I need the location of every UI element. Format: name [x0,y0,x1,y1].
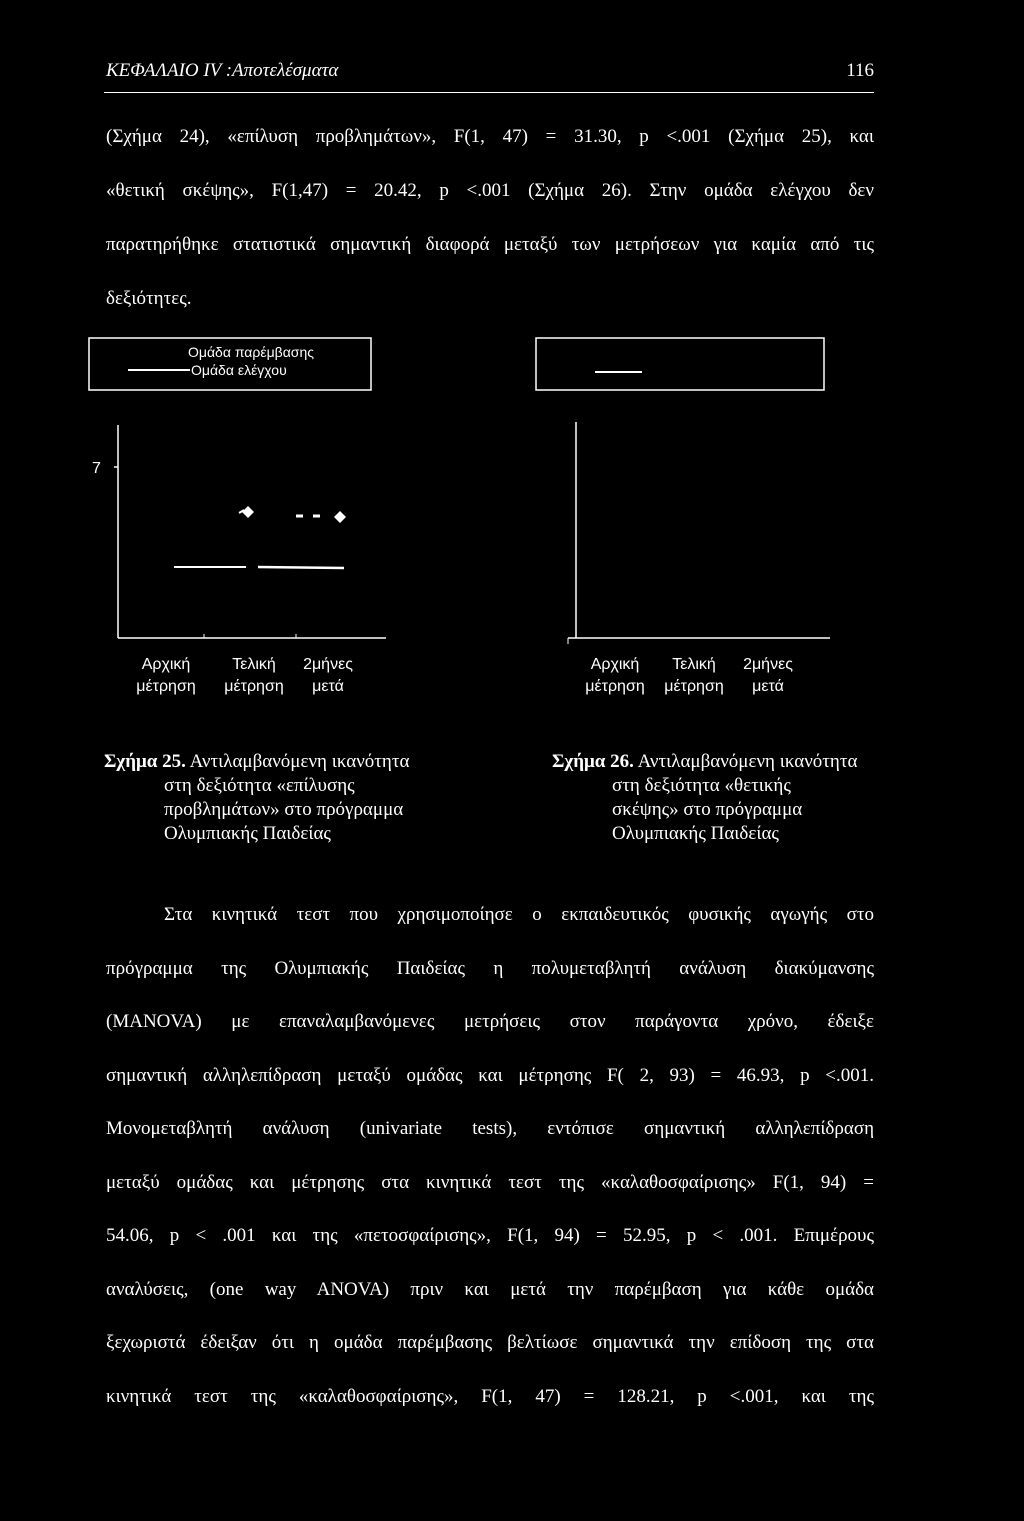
intro-paragraph [106,110,874,326]
legend-box [536,338,824,390]
intro-line: παρατηρήθηκε στατιστικά σημαντική διαφορά μεταξύ των μετρήσεων για καμία από τις [106,234,874,255]
body-line: 54.06, p < .001 και της «πετοσφαίρισης», F(1, 94) = 52.95, p < .001. Επιμέρους [106,1225,874,1246]
body-paragraph [106,888,874,1423]
body-line: Μονομεταβλητή ανάλυση (univariate tests), εντόπισε σημαντική αλληλεπίδραση [106,1118,874,1139]
body-line: ξεχωριστά έδειξαν ότι η ομάδα παρέμβασης βελτίωσε σημαντικά την επίδοση της στα [106,1332,874,1353]
body-line: πρόγραμμα της Ολυμπιακής Παιδείας η πολυμεταβλητή ανάλυση διακύμανσης [106,957,874,979]
legend-intervention-label: Ομάδα παρέμβασης [188,344,314,360]
x-tick-label: Αρχική μέτρηση [136,656,196,695]
page-number: 116 [846,60,874,81]
caption-figure-26-rest: στη δεξιότητα «θετικής σκέψης» στο πρόγραμμα Ολυμπιακής Παιδείας [612,775,803,844]
legend-control-label: Ομάδα ελέγχου [191,362,287,378]
body-line: κινητικά τεστ της «καλαθοσφαίρισης», F(1, 47) = 128.21, p <.001, και της [106,1385,874,1407]
caption-label: Σχήμα 25. [104,751,186,772]
intro-line: «θετική σκέψης», F(1,47) = 20.42, p <.001 (Σχήμα 26). Στην ομάδα ελέγχου δεν [106,180,874,201]
caption-label: Σχήμα 26. [552,751,634,772]
caption-figure-25: Σχήμα 25. Αντιλαμβανόμενη ικανότητα [104,751,410,772]
body-line: μεταξύ ομάδας και μέτρησης στα κινητικά τεστ της «καλαθοσφαίρισης» F(1, 94) = [106,1171,874,1193]
y-tick-label-7: 7 [92,460,101,477]
caption-figure-25-rest: στη δεξιότητα «επίλυσης προβλημάτων» στο πρόγραμμα Ολυμπιακής Παιδείας [164,775,404,844]
series-intervention-point-final [242,506,254,518]
x-tick-label: Τελική μέτρηση [224,656,284,695]
x-tick-label: Αρχική μέτρηση [585,656,645,695]
body-line: Στα κινητικά τεστ που χρησιμοποίησε ο εκπαιδευτικός φυσικής αγωγής στο [164,904,874,925]
series-control-line [258,567,344,568]
body-line: (MANOVA) με επαναλαμβανόμενες μετρήσεις στον παράγοντα χρόνο, έδειξε [106,1011,874,1032]
header-rule [104,92,874,93]
intro-line: δεξιότητες. [106,288,192,309]
x-tick-label: 2μήνες μετά [303,656,353,695]
intro-line: (Σχήμα 24), «επίλυση προβλημάτων», F(1, 47) = 31.30, p <.001 (Σχήμα 25), και [106,126,874,147]
caption-figure-26: Σχήμα 26. Αντιλαμβανόμενη ικανότητα [552,751,858,772]
x-tick-label: Τελική μέτρηση [664,656,724,695]
body-line: σημαντική αλληλεπίδραση μεταξύ ομάδας και μέτρησης F( 2, 93) = 46.93, p <.001. [106,1064,874,1086]
body-line: αναλύσεις, (one way ANOVA) πριν και μετά την παρέμβαση για κάθε ομάδα [106,1278,874,1300]
chapter-header: ΚΕΦΑΛΑΙΟ IV :Αποτελέσματα [106,60,339,81]
series-intervention-point-2months [334,511,346,523]
x-tick-label: 2μήνες μετά [743,656,793,695]
